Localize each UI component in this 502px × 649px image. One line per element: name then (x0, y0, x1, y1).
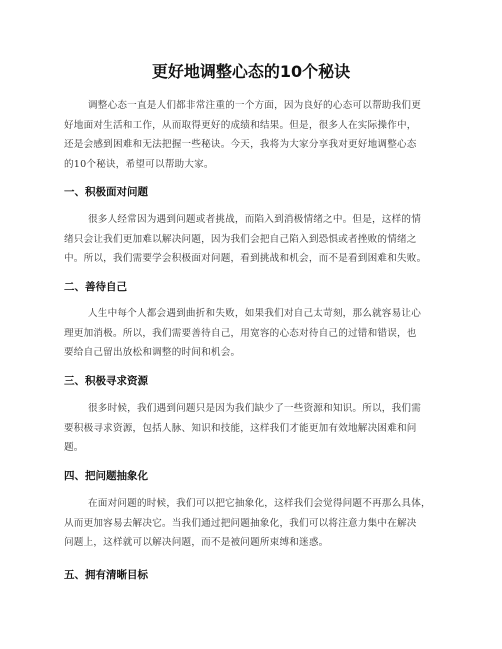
paragraph-line: 要积极寻求资源，包括人脉、知识和技能，这样我们才能更加有效地解决困难和问 (64, 422, 417, 434)
paragraph-line: 问题上，这样就可以解决问题，而不是被问题所束缚和迷惑。 (64, 537, 329, 548)
paragraph-line: 很多时候，我们遇到问题只是因为我们缺少了一些资源和知识。所以，我们需 (88, 403, 421, 414)
intro-line: 还是会感到困难和无法把握一些秘诀。今天，我将为大家分享我对更好地调整心态 (64, 139, 417, 150)
section-heading: 一、积极面对问题 (64, 186, 148, 198)
paragraph-line: 很多人经常因为遇到问题或者挑战，而陷入到消极情绪之中。但是，这样的情 (88, 214, 421, 225)
section-heading: 五、拥有清晰目标 (64, 569, 148, 581)
section-paragraph (64, 399, 441, 458)
paragraph-line: 题。 (64, 442, 84, 453)
paragraph-line: 中。所以，我们需要学会积极面对问题，看到挑战和机会，而不是看到困难和失败。 (64, 253, 427, 264)
section-paragraph (64, 494, 441, 553)
paragraph-line: 理更加消极。所以，我们需要善待自己，用宽容的心态对待自己的过错和错误，也 (64, 327, 417, 339)
paragraph-line: 人生中每个人都会遇到曲折和失败，如果我们对自己太苛刻，那么就容易让心 (88, 308, 421, 319)
section-heading: 二、善待自己 (64, 281, 127, 293)
intro-line: 的10个秘诀，希望可以帮助大家。 (64, 158, 214, 170)
paragraph-line: 从而更加容易去解决它。当我们通过把问题抽象化，我们可以将注意力集中在解决 (64, 517, 417, 529)
intro-paragraph (64, 96, 441, 174)
section-paragraph (64, 304, 441, 363)
section-heading: 三、积极寻求资源 (64, 375, 148, 387)
paragraph-line: 在面对问题的时候，我们可以把它抽象化，这样我们会觉得问题不再那么具体， (88, 498, 431, 509)
paragraph-line: 要给自己留出放松和调整的时间和机会。 (64, 347, 241, 358)
intro-line: 调整心态一直是人们都非常注重的一个方面，因为良好的心态可以帮助我们更 (88, 100, 421, 111)
page-title: 更好地调整心态的10个秘诀 (151, 62, 351, 81)
intro-line: 好地面对生活和工作，从而取得更好的成绩和结果。但是，很多人在实际操作中， (64, 119, 417, 131)
section-paragraph (64, 210, 441, 269)
section-heading: 四、把问题抽象化 (64, 470, 148, 482)
paragraph-line: 绪只会让我们更加难以解决问题，因为我们会把自己陷入到恐惧或者挫败的情绪之 (64, 233, 417, 245)
